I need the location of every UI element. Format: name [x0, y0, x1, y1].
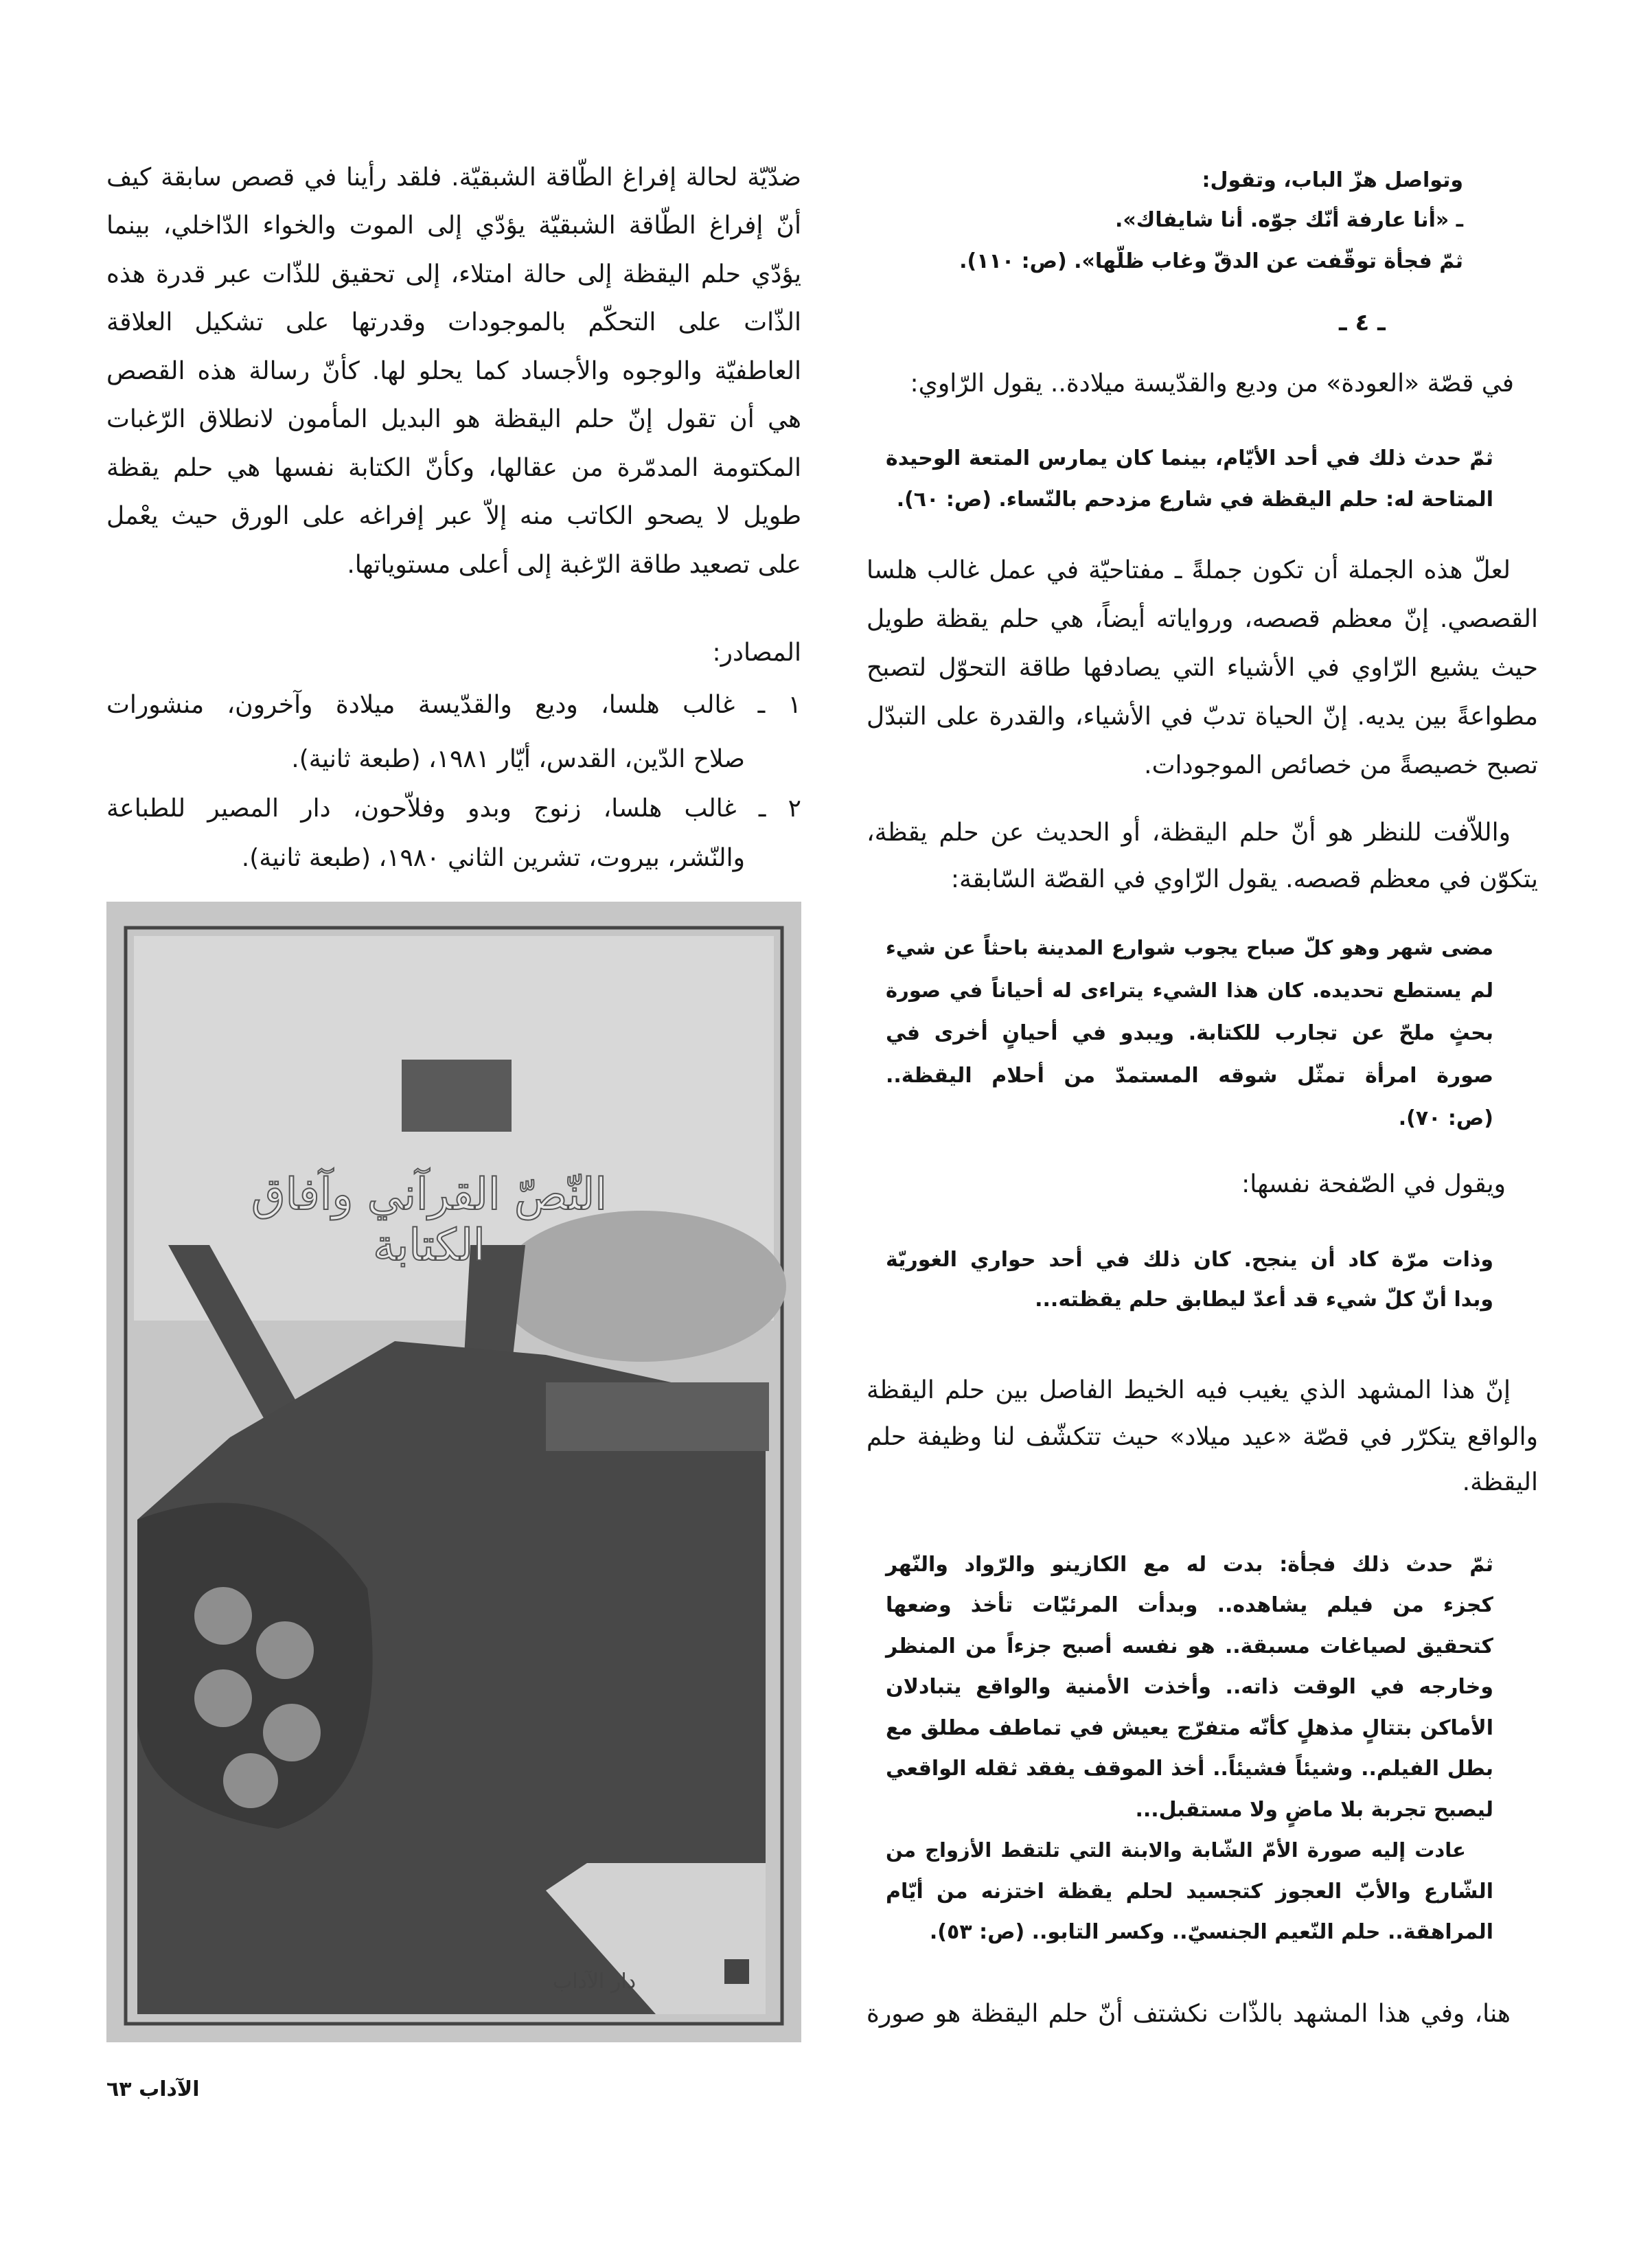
quote-line	[886, 480, 1493, 518]
intro-line	[858, 1161, 1506, 1207]
text-line: ثمّ حدث ذلك في أحد الأيّام، بينما كان يمارس المتعة الوحيدة	[886, 446, 1493, 470]
text-line: على تصعيد طاقة الرّغبة إلى أعلى مستوياتها.	[347, 550, 801, 579]
quote-line	[886, 1831, 1466, 1869]
text-line: وبدا أنّ كلّ شيء قد أعدّ ليطابق حلم يقظته...	[1035, 1287, 1493, 1312]
text-line: صلاح الدّين، القدس، أيّار ١٩٨١، (طبعة ثانية).	[291, 744, 745, 773]
text-line: هنا، وفي هذا المشهد بالذّات نكشتف أنّ حلم اليقظة هو صورة	[867, 1999, 1511, 2028]
paragraph-line	[867, 1367, 1511, 1413]
text-line: عادت إليه صورة الأمّ الشّابة والابنة التي تلتقط الأزواج من	[886, 1838, 1466, 1862]
paragraph-line	[106, 251, 801, 297]
section-number: ـ ٤ ـ	[1339, 309, 1386, 336]
quote-line	[886, 1280, 1493, 1318]
text-line: ليصبح تجربة بلا ماضٍ ولا مستقبل...	[1135, 1797, 1493, 1822]
text-line: واللاّفت للنظر هو أنّ حلم اليقظة، أو الحديث عن حلم يقظة،	[867, 818, 1511, 847]
text-line: المكتومة المدمّرة من عقالها، وكأنّ الكتابة نفسها هي حلم يقظة	[106, 453, 801, 482]
text-line: بحثٍ ملحّ عن تجارب للكتابة. ويبدو في أحيانٍ أخرى في	[886, 1020, 1493, 1045]
paragraph-line	[106, 348, 801, 393]
text-line: ضدّيّة لحالة إفراغ الطّاقة الشبقيّة. فلقد رأينا في قصص سابقة كيف	[106, 163, 801, 192]
cover-dot	[223, 1753, 278, 1808]
dialogue-line	[893, 242, 1463, 280]
text-line: مطواعةً بين يديه. إنّ الحياة تدبّ في الأشياء، والقدرة على التبدّل	[867, 702, 1538, 731]
quote-line	[886, 1056, 1493, 1095]
text-line: (ص: ٧٠).	[1398, 1106, 1493, 1130]
paragraph-line	[106, 445, 801, 490]
paragraph-line	[867, 1459, 1538, 1505]
text-line: ١ ـ غالب هلسا، وديع والقدّيسة ميلادة وآخرون، منشورات	[106, 690, 801, 719]
paragraph-line	[867, 856, 1538, 902]
cover-artwork	[106, 902, 801, 2042]
paragraph-line	[106, 203, 801, 248]
quote-line	[886, 1790, 1493, 1829]
reference-line	[106, 736, 745, 781]
cover-dot	[194, 1587, 252, 1645]
text-line: وخارجه في الوقت ذاته.. وأخذت الأمنية والواقع يتبادلان	[886, 1674, 1493, 1699]
book-cover-image	[106, 902, 801, 2042]
paragraph-line	[106, 396, 801, 442]
text-line: كجزء من فيلم يشاهده.. وبدأت المرئيّات تأخذ وضعها	[886, 1592, 1493, 1617]
reference-line	[106, 786, 801, 831]
text-line: يؤدّي حلم اليقظة إلى حالة امتلاء، إلى تحقيق للذّات عبر قدرة هذه	[106, 260, 801, 288]
text-line: هي أن تقول إنّ حلم اليقظة هو البديل المأمون لانطلاق الرّغبات	[106, 404, 801, 433]
cover-dot	[263, 1704, 321, 1761]
text-line: طويل لا يصحو الكاتب منه إلاّ عبر إفراغه على الورق حيث يعْمل	[106, 501, 801, 530]
cover-title: النّصّ القرآني وآفاق الكتابة	[251, 1169, 608, 1271]
text-line: تصبح خصيصةً من خصائص الموجودات.	[1144, 751, 1538, 779]
quote-line	[886, 1545, 1493, 1584]
text-line: العاطفيّة والوجوه والأجساد كما يحلو لها. كأنّ رسالة هذه القصص	[106, 356, 801, 385]
author-label-box	[402, 1060, 512, 1132]
text-line: إنّ هذا المشهد الذي يغيب فيه الخيط الفاصل بين حلم اليقظة	[867, 1375, 1511, 1404]
quote-line	[886, 1240, 1493, 1279]
text-line: في قصّة «العودة» من وديع والقدّيسة ميلادة.. يقول الرّاوي:	[910, 369, 1514, 398]
reference-line	[106, 835, 745, 880]
text-line: ثمّ حدث ذلك فجأة: بدت له مع الكازينو والرّواد والنّهر	[886, 1552, 1493, 1577]
text-line: ويقول في الصّفحة نفسها:	[1241, 1169, 1506, 1198]
paragraph-line	[867, 1991, 1511, 2036]
cover-publisher: دار الآداب	[553, 1970, 636, 1994]
quote-line	[886, 1627, 1493, 1665]
text-line: الذّات على التحكّم بالموجودات وقدرتها على تشكيل العلاقة	[106, 308, 801, 336]
quote-line	[886, 1014, 1493, 1052]
text-line: ـ «أنا عارفة أنّك جوّه. أنا شايفاك».	[1115, 207, 1463, 232]
text-line: يتكوّن في معظم قصصه. يقول الرّاوي في القصّة السّابقة:	[950, 865, 1538, 893]
paragraph-line	[867, 596, 1538, 641]
paragraph-line	[106, 493, 801, 538]
page-footer: الآداب ٦٣	[106, 2077, 200, 2101]
text-line: مضى شهر وهو كلّ صباح يجوب شوارع المدينة باحثاً عن شيء	[886, 936, 1493, 959]
text-line: المصادر:	[712, 638, 801, 667]
quote-line	[886, 971, 1493, 1009]
quote-line	[886, 1913, 1493, 1951]
quote-line	[886, 1709, 1493, 1747]
text-line: القصصي. إنّ معظم قصصه، ورواياته أيضاً، هي حلم يقظة طويل	[867, 604, 1538, 633]
text-line: والنّشر، بيروت، تشرين الثاني ١٩٨٠، (طبعة ثانية).	[241, 843, 745, 872]
sources-heading	[106, 630, 801, 675]
paragraph-line	[867, 547, 1511, 593]
quote-line	[886, 1872, 1493, 1910]
text-line: وذات مرّة كاد أن ينجح. كان ذلك في أحد حواري الغوريّة	[886, 1247, 1493, 1272]
dialogue-line	[893, 201, 1463, 239]
text-line: المتاحة له: حلم اليقظة في شارع مزدحم بالنّساء. (ص: ٦٠).	[896, 487, 1493, 512]
cover-dot	[194, 1669, 252, 1727]
intro-line	[858, 361, 1514, 406]
text-line: لم يستطع تحديده. كان هذا الشيء يتراءى له أحياناً في صورة	[886, 979, 1493, 1002]
text-line: كتحقيق لصياغات مسبقة.. هو نفسه أصبح جزءاً من المنظر	[886, 1634, 1493, 1658]
cover-shape-band	[546, 1382, 769, 1451]
paragraph-line	[106, 299, 801, 345]
text-line: والواقع يتكرّر في قصّة «عيد ميلاد» حيث تتكشّف لنا وظيفة حلم	[867, 1422, 1538, 1451]
text-line: حيث يشيع الرّاوي في الأشياء التي يصادفها طاقة التحوّل لتصبح	[867, 653, 1538, 682]
quote-line	[886, 1749, 1493, 1788]
dialogue-line	[893, 161, 1463, 199]
text-line: بطل الفيلم.. وشيئاً فشيئاً.. أخذ الموقف يفقد ثقله الواقعي	[886, 1756, 1493, 1781]
paragraph-line	[867, 694, 1538, 739]
text-line: لعلّ هذه الجملة أن تكون جملةً ـ مفتاحيّة في عمل غالب هلسا	[867, 556, 1511, 584]
text-line: ٢ ـ غالب هلسا، زنوج وبدو وفلاّحون، دار المصير للطباعة	[106, 794, 801, 823]
paragraph-line	[106, 542, 801, 587]
paragraph-line	[867, 742, 1538, 788]
paragraph-line	[867, 810, 1511, 855]
text-line: الشّارع والأبّ العجوز كتجسيد لحلم يقظة اختزنه من أيّام	[886, 1879, 1493, 1904]
quote-line	[886, 1099, 1493, 1137]
quote-line	[886, 928, 1493, 967]
reference-line	[106, 682, 801, 727]
text-line: المراهقة.. حلم النّعيم الجنسيّ.. وكسر التابو.. (ص: ٥٣).	[929, 1919, 1493, 1944]
quote-line	[886, 1667, 1493, 1706]
publisher-logo-icon	[724, 1959, 749, 1984]
cover-dot	[256, 1621, 314, 1679]
quote-line	[886, 439, 1493, 477]
text-line: اليقظة.	[1462, 1468, 1538, 1496]
text-line: أنّ إفراغ الطّاقة الشبقيّة يؤدّي إلى الموت والخواء الدّاخلي، بينما	[106, 211, 801, 240]
quote-line	[886, 1586, 1493, 1624]
paragraph-line	[867, 645, 1538, 690]
paragraph-line	[106, 155, 801, 200]
text-line: صورة امرأة تمثّل شوقه المستمدّ من أحلام اليقظة..	[886, 1063, 1493, 1088]
text-line: وتواصل هزّ الباب، وتقول:	[1202, 168, 1463, 192]
paragraph-line	[867, 1414, 1538, 1459]
text-line: ثمّ فجأة توقّفت عن الدقّ وغاب ظلّها». (ص: ١١٠).	[959, 249, 1463, 273]
text-line: الأماكن بتتالٍ مذهلٍ كأنّه متفرّج يعيش في تماطف مطلق مع	[886, 1715, 1493, 1740]
